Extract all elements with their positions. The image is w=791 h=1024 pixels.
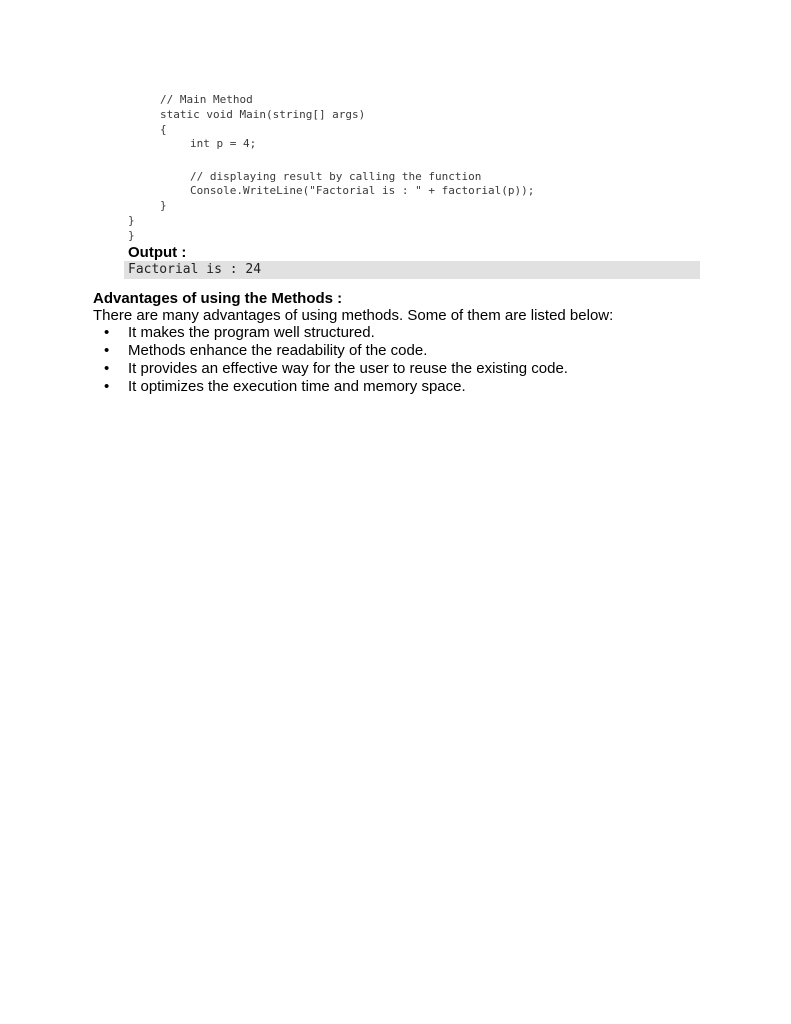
list-item-text: It makes the program well structured. xyxy=(128,324,375,341)
list-item-text: It provides an effective way for the user to reuse the existing code. xyxy=(128,360,568,377)
section-intro: There are many advantages of using methods. Some of them are listed below: xyxy=(93,307,614,324)
code-line: int p = 4; xyxy=(190,137,257,150)
bullet-icon: • xyxy=(104,360,110,377)
code-line: { xyxy=(160,123,167,136)
code-line: Console.WriteLine("Factorial is : " + factorial(p)); xyxy=(190,184,535,197)
output-heading: Output : xyxy=(128,244,187,261)
bullet-icon: • xyxy=(104,324,110,341)
code-line: } xyxy=(128,214,135,227)
code-line: } xyxy=(128,229,135,242)
list-item-text: It optimizes the execution time and memory space. xyxy=(128,378,466,395)
bullet-icon: • xyxy=(104,378,110,395)
code-line: static void Main(string[] args) xyxy=(160,108,366,121)
code-line: // Main Method xyxy=(160,93,253,106)
section-heading: Advantages of using the Methods : xyxy=(93,290,343,307)
bullet-icon: • xyxy=(104,342,110,359)
output-box xyxy=(124,261,700,279)
code-line: } xyxy=(160,199,167,212)
code-line: // displaying result by calling the function xyxy=(190,170,482,183)
output-text: Factorial is : 24 xyxy=(128,262,262,277)
list-item-text: Methods enhance the readability of the code. xyxy=(128,342,428,359)
